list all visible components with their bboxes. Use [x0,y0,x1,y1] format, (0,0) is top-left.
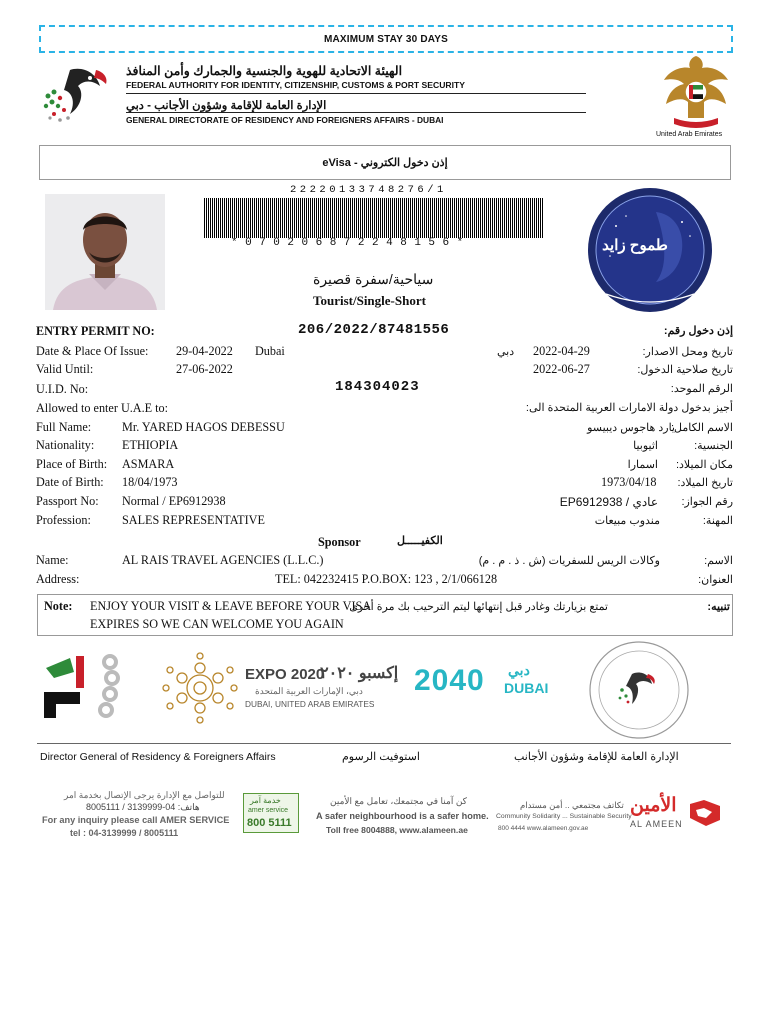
barcode-bar [258,198,259,238]
barcode-bar [442,198,443,238]
directorate-ar-footer: الإدارة العامة للإقامة وشؤون الأجانب [514,751,679,763]
barcode-number: *070206872248156* [231,237,471,249]
dubai-2040-en: DUBAI [504,680,549,696]
barcode-bar [268,198,269,238]
allowed-label: Allowed to enter U.A.E to: [36,401,169,415]
amer-contact-en-1: For any inquiry please call AMER SERVICE [42,815,230,825]
barcode-bar [324,198,325,238]
falcon-logo-icon [40,62,118,128]
barcode-bar [298,198,299,238]
barcode-bar [466,198,467,238]
barcode-bar [358,198,359,238]
birth-place-value-ar: اسمارا [627,459,658,471]
sponsor-heading-ar: الكفيـــــل [397,535,443,547]
expo-2020-emblem-icon [160,652,240,724]
barcode-bar [300,198,301,238]
barcode-bar [352,198,353,238]
uae-emblem-icon [660,52,732,132]
alameen-slogan-ar: كن آمنا في مجتمعك، تعامل مع الأمين [330,796,467,806]
directorate-name-en: GENERAL DIRECTORATE OF RESIDENCY AND FOREIGNERS AFFAIRS - DUBAI [126,115,444,125]
barcode-bar [346,198,347,238]
issue-place-ar: دبي [497,346,515,358]
barcode-bar [428,198,429,238]
barcode-bar [340,198,341,238]
passport-label: Passport No: [36,494,99,508]
barcode-bar [518,198,519,238]
barcode-bar [284,198,285,238]
barcode-bar [294,198,295,238]
sponsor-name-label: Name: [36,553,69,567]
barcode-bar [470,198,471,238]
barcode-bar [276,198,277,238]
dubai-2040-ar: دبي [508,662,530,678]
sponsor-address-value: TEL: 042232415 P.O.BOX: 123 , 2/1/066128 [275,572,498,586]
barcode-bar [514,198,515,238]
barcode-bar [252,198,253,238]
barcode-bar [486,198,487,238]
barcode-bar [344,198,345,238]
barcode-bar [302,198,303,238]
barcode-bar [382,198,383,238]
barcode-bar [506,198,507,238]
sponsor-address-label: Address: [36,572,80,586]
alameen-logo-en: AL AMEEN [630,819,683,829]
alameen-handshake-icon [688,796,722,828]
alameen-toll-free: Toll free 8004888, www.alameen.ae [326,825,468,835]
barcode-bar [312,198,313,238]
dubai-2040-number: 2040 [414,664,485,697]
barcode-bar [316,198,317,238]
barcode-bar [314,198,315,238]
barcode-bar [226,198,227,238]
barcode-bar [354,198,355,238]
barcode-bar [224,198,225,238]
community-slogan-en: Community Solidarity ... Sustainable Security [496,813,632,820]
barcode-bar [538,198,539,238]
barcode-bar [384,198,385,238]
barcode-bar [336,198,337,238]
barcode-bar [216,198,217,238]
barcode-bar [306,198,307,238]
fees-paid-ar: استوفيت الرسوم [342,751,420,763]
barcode-bar [430,198,431,238]
applicant-photo-image [45,194,165,310]
nationality-value-ar: اثيوبيا [633,440,658,452]
barcode-bar [350,198,351,238]
barcode-bar [418,198,419,238]
profession-value: SALES REPRESENTATIVE [122,513,265,527]
barcode-bar [458,198,459,238]
barcode-bar [472,198,473,238]
profession-label-ar: المهنة: [702,515,733,527]
barcode-bar [286,198,287,238]
barcode-bar [230,198,231,238]
barcode-bar [534,198,535,238]
barcode-bar [450,198,451,238]
barcode-bar [290,198,291,238]
barcode-bar [282,198,283,238]
barcode-bar [364,198,365,238]
barcode-bar [210,198,211,238]
entry-permit-label: ENTRY PERMIT NO: [36,324,155,338]
barcode-bar [380,198,381,238]
barcode-bar [304,198,305,238]
evisa-title: إذن دخول الكتروني - eVisa [322,157,448,169]
uid-label-ar: الرقم الموحد: [670,383,733,395]
birth-place-label: Place of Birth: [36,457,108,471]
max-stay-text: MAXIMUM STAY 30 DAYS [323,33,449,45]
full-name-value: Mr. YARED HAGOS DEBESSU [122,420,285,434]
barcode-bar [504,198,505,238]
reference-number: 22220133748276/1 [290,184,447,196]
alameen-logo-ar: الأمين [630,795,677,816]
barcode-bar [332,198,333,238]
expo-title-ar: إكسبو ٢٠٢٠ [320,665,399,682]
footer-divider [37,743,731,744]
barcode-bar [510,198,511,238]
passport-value: Normal / EP6912938 [122,494,226,508]
note-text-ar: تمتع بزيارتك وغادر قبل إنتهائها ليتم الترحيب بك مرة أخرى [349,601,608,613]
barcode-bar [402,198,403,238]
birth-date-label: Date of Birth: [36,475,104,489]
barcode-bar [416,198,417,238]
barcode-bar [478,198,479,238]
applicant-photo [45,194,165,310]
passport-value-ar: عادي / EP6912938 [559,495,658,509]
expo-sub-en: DUBAI, UNITED ARAB EMIRATES [245,699,375,709]
barcode-bar [498,198,499,238]
barcode-bar [438,198,439,238]
expo-title-en: EXPO 2020 [245,666,325,683]
barcode-bar [406,198,407,238]
visa-type-ar: سياحية/سفرة قصيرة [313,271,434,287]
note-label: Note: [44,599,73,613]
full-name-label: Full Name: [36,420,92,434]
barcode-bar [370,198,371,238]
valid-date: 27-06-2022 [176,362,233,376]
barcode-bar [368,198,369,238]
barcode-bar [454,198,455,238]
barcode-bar [404,198,405,238]
sponsor-heading: Sponsor [318,535,361,549]
barcode-bar [206,198,207,238]
barcode-bar [424,198,425,238]
barcode-bar [328,198,329,238]
barcode-bar [542,198,543,238]
barcode-bar [400,198,401,238]
expo-sub-ar: دبي، الإمارات العربية المتحدة [255,686,363,696]
entry-permit-label-ar: إذن دخول رقم: [663,325,733,337]
valid-label-ar: تاريخ صلاحية الدخول: [637,364,733,376]
barcode-bar [212,198,213,238]
barcode-bar [440,198,441,238]
nationality-label-ar: الجنسية: [694,440,733,452]
barcode-bar [508,198,509,238]
barcode-bar [474,198,475,238]
barcode-bar [410,198,411,238]
birth-date-label-ar: تاريخ الميلاد: [677,477,733,489]
barcode-bar [452,198,453,238]
barcode-bar [360,198,361,238]
seal-text: طموح زايد [602,237,668,254]
barcode-bar [270,198,271,238]
barcode-bar [386,198,387,238]
barcode-bar [408,198,409,238]
barcode-bar [456,198,457,238]
barcode-bar [540,198,541,238]
barcode-bar [266,198,267,238]
barcode-bar [436,198,437,238]
barcode-bar [376,198,377,238]
amer-badge-en: amer service [248,807,289,814]
uae-ready-logo-icon [40,648,132,728]
barcode-bar [396,198,397,238]
barcode-bar [526,198,527,238]
birth-place-value: ASMARA [122,457,175,471]
barcode-bar [394,198,395,238]
barcode-bar [334,198,335,238]
amer-contact-en-2: tel : 04-3139999 / 8005111 [70,828,179,838]
header-rule-2 [126,112,586,113]
barcode-bar [530,198,531,238]
barcode-bar [482,198,483,238]
barcode-bar [366,198,367,238]
barcode-bar [242,198,243,238]
alameen-slogan-en: A safer neighbourhood is a safer home. [316,811,489,821]
barcode-bar [392,198,393,238]
birth-date-value-ar: 1973/04/18 [601,475,657,489]
barcode-bar [434,198,435,238]
director-general-text: Director General of Residency & Foreigners Affairs [40,751,276,763]
birth-date-value: 18/04/1973 [122,475,178,489]
barcode-bar [532,198,533,238]
directorate-name-ar: الإدارة العامة للإقامة وشؤون الأجانب - دبي [126,100,327,112]
barcode-icon [204,198,544,238]
barcode-bar [218,198,219,238]
passport-label-ar: رقم الجواز: [681,496,733,508]
evisa-title-box [39,145,731,180]
barcode-bar [362,198,363,238]
barcode-bar [422,198,423,238]
barcode-bar [296,198,297,238]
barcode-bar [288,198,289,238]
barcode-bar [378,198,379,238]
directorate-stamp-icon [588,640,690,740]
barcode-bar [220,198,221,238]
barcode-bar [446,198,447,238]
authority-name-en: FEDERAL AUTHORITY FOR IDENTITY, CITIZENSHIP, CUSTOMS & PORT SECURITY [126,80,466,90]
barcode-bar [500,198,501,238]
barcode-bar [256,198,257,238]
barcode-bar [208,198,209,238]
barcode-bar [522,198,523,238]
uae-caption: United Arab Emirates [656,131,723,138]
issue-label: Date & Place Of Issue: [36,344,149,358]
birth-place-label-ar: مكان الميلاد: [675,459,733,471]
barcode-bar [414,198,415,238]
barcode-bar [250,198,251,238]
community-contact: 800 4444 www.alameen.gov.ae [498,825,589,832]
amer-contact-ar-2: هاتف: 04-3139999 / 8005111 [86,802,200,812]
barcode-bar [244,198,245,238]
note-text-line2: EXPIRES SO WE CAN WELCOME YOU AGAIN [90,617,344,631]
issue-date-ar: 2022-04-29 [533,344,590,358]
barcode-bar [412,198,413,238]
barcode-bar [390,198,391,238]
barcode-bar [516,198,517,238]
barcode-bar [204,198,205,238]
uid-value: 184304023 [335,379,420,395]
barcode-bar [338,198,339,238]
barcode-bar [260,198,261,238]
sponsor-name-label-ar: الاسم: [704,555,733,567]
barcode-bar [322,198,323,238]
barcode-bar [274,198,275,238]
authority-name-ar: الهيئة الاتحادية للهوية والجنسية والجمارك وأمن المنافذ [126,64,403,78]
entry-permit-number: 206/2022/87481556 [298,322,450,338]
valid-label: Valid Until: [36,362,94,376]
barcode-bar [432,198,433,238]
barcode-bar [278,198,279,238]
barcode-bar [308,198,309,238]
barcode-bar [372,198,373,238]
barcode-bar [524,198,525,238]
barcode-bar [272,198,273,238]
note-label-ar: تنبيه: [707,601,730,613]
issue-label-ar: تاريخ ومحل الاصدار: [642,346,733,358]
sponsor-name-value: AL RAIS TRAVEL AGENCIES (L.L.C.) [122,553,324,567]
barcode-bar [356,198,357,238]
header-rule [126,93,586,94]
full-name-label-ar: الاسم الكامل: [670,422,733,434]
barcode-bar [490,198,491,238]
max-stay-banner [39,25,733,53]
nationality-label: Nationality: [36,438,95,452]
barcode-bar [444,198,445,238]
amer-badge-ar: خدمة آمر [250,796,281,805]
valid-date-ar: 2022-06-27 [533,362,590,376]
issue-place: Dubai [255,344,285,358]
uid-label: U.I.D. No: [36,382,89,396]
profession-label: Profession: [36,513,91,527]
barcode-bar [536,198,537,238]
full-name-value-ar: يارد هاجوس ديبيسو [587,422,675,434]
barcode-bar [426,198,427,238]
barcode-bar [460,198,461,238]
barcode-bar [374,198,375,238]
barcode-bar [348,198,349,238]
barcode-bar [320,198,321,238]
barcode-bar [512,198,513,238]
barcode-bar [214,198,215,238]
barcode-bar [236,198,237,238]
nationality-value: ETHIOPIA [122,438,179,452]
barcode-bar [240,198,241,238]
barcode-bar [232,198,233,238]
amer-badge [243,793,299,833]
barcode-bar [292,198,293,238]
barcode-bar [318,198,319,238]
note-text-line1: ENJOY YOUR VISIT & LEAVE BEFORE YOUR VISA [90,599,372,613]
barcode-bar [494,198,495,238]
amer-contact-ar-1: للتواصل مع الإدارة يرجى الإتصال بخدمة امر [64,790,225,800]
barcode-bar [222,198,223,238]
community-slogan-ar: تكاتف مجتمعي .. أمن مستدام [520,800,624,810]
barcode-bar [330,198,331,238]
barcode-bar [326,198,327,238]
amer-badge-number: 800 5111 [247,817,292,829]
barcode-bar [492,198,493,238]
barcode-bar [398,198,399,238]
barcode-bar [254,198,255,238]
barcode-bar [264,198,265,238]
barcode-bar [462,198,463,238]
allowed-label-ar: أجيز بدخول دولة الامارات العربية المتحدة الى: [525,402,733,414]
barcode-bar [228,198,229,238]
barcode-bar [342,198,343,238]
barcode-bar [238,198,239,238]
barcode-bar [496,198,497,238]
issue-date: 29-04-2022 [176,344,233,358]
barcode-bar [484,198,485,238]
barcode-bar [310,198,311,238]
barcode-bar [280,198,281,238]
barcode-bar [464,198,465,238]
barcode-bar [388,198,389,238]
sponsor-address-label-ar: العنوان: [698,574,733,586]
barcode-bar [246,198,247,238]
barcode-bar [420,198,421,238]
sponsor-name-value-ar: وكالات الريس للسفريات (ش . ذ . م . م) [478,555,660,567]
barcode-bar [476,198,477,238]
barcode-bar [262,198,263,238]
barcode-bar [248,198,249,238]
barcode-bar [488,198,489,238]
profession-value-ar: مندوب مبيعات [594,515,660,527]
barcode-bar [520,198,521,238]
visa-type-en: Tourist/Single-Short [313,293,426,308]
barcode-bar [468,198,469,238]
barcode-bar [528,198,529,238]
barcode-bar [502,198,503,238]
barcode-bar [234,198,235,238]
barcode-bar [480,198,481,238]
barcode-bar [448,198,449,238]
